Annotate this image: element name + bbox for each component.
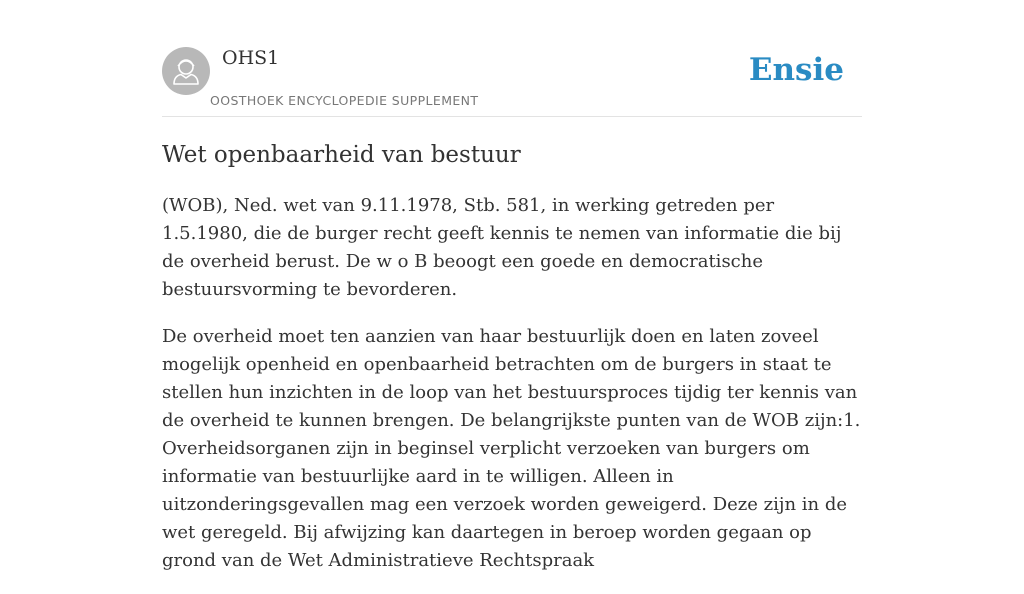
user-icon: [162, 47, 210, 95]
author-avatar[interactable]: [162, 47, 210, 95]
brand-logo[interactable]: Ensie: [748, 52, 844, 88]
source-label[interactable]: OOSTHOEK ENCYCLOPEDIE SUPPLEMENT: [210, 93, 479, 108]
article-title: Wet openbaarheid van bestuur: [162, 142, 521, 168]
article-body: [162, 192, 862, 594]
article-header: [162, 46, 862, 117]
author-name[interactable]: OHS1: [222, 47, 280, 69]
article-paragraph: (WOB), Ned. wet van 9.11.1978, Stb. 581, in werking getreden per 1.5.1980, die de burger recht geeft kennis te nemen van informatie die bij de overheid berust. De w o B beoogt een goede en democratische bestuursvorming te bevorderen.: [162, 195, 842, 300]
article-paragraph: De overheid moet ten aanzien van haar bestuurlijk doen en laten zoveel mogelijk openheid en openbaarheid betrachten om de burgers in staat te stellen hun inzichten in de loop van het bestuursproces tijdig ter kennis van de overheid te kunnen brengen. De belangrijkste punten van de WOB zijn:1. Overheidsorganen zijn in beginsel verplicht verzoeken van burgers om informatie van bestuurlijke aard in te willigen. Alleen in uitzonderingsgevallen mag een verzoek worden geweigerd. Deze zijn in de wet geregeld. Bij afwijzing kan daartegen in beroep worden gegaan op grond van de Wet Administratieve Rechtspraak: [162, 326, 861, 571]
